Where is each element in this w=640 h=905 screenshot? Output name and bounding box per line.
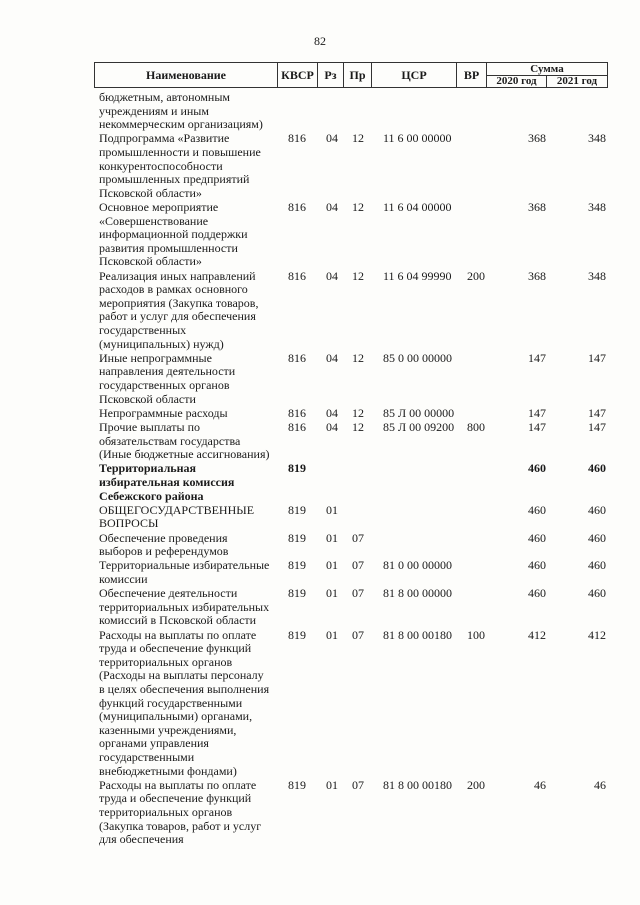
row-csr: 11 6 00 00000 xyxy=(383,131,452,146)
row-rz: 04 xyxy=(326,405,338,420)
row-sum-2020: 460 xyxy=(528,586,546,601)
row-csr: 81 8 00 00180 xyxy=(383,627,452,642)
row-csr: 85 Л 00 00000 xyxy=(383,405,455,420)
row-name: Прочие выплаты по обязательствам государства (Иные бюджетные ассигнования) xyxy=(99,420,270,462)
row-csr: 85 0 00 00000 xyxy=(383,350,452,365)
row-kvsr: 819 xyxy=(288,586,306,601)
row-rz: 04 xyxy=(326,350,338,365)
row-pr: 12 xyxy=(352,420,364,434)
row-sum-2020: 147 xyxy=(528,405,546,420)
row-vr: 100 xyxy=(467,627,485,642)
row-kvsr: 819 xyxy=(288,627,306,642)
row-sum-2020: 368 xyxy=(528,200,546,214)
row-vr: 200 xyxy=(467,777,485,792)
header-pr: Пр xyxy=(344,63,372,87)
row-rz: 04 xyxy=(326,200,338,214)
row-sum-2021: 460 xyxy=(588,586,606,601)
row-sum-2021: 348 xyxy=(588,131,606,146)
table-row xyxy=(0,629,640,779)
table-row xyxy=(0,532,640,559)
row-rz: 01 xyxy=(326,502,338,517)
row-kvsr: 819 xyxy=(288,461,306,476)
table-row xyxy=(0,132,640,200)
row-name: Территориальная избирательная комиссия Себежского района xyxy=(99,461,235,503)
table-row xyxy=(0,587,640,628)
row-sum-2020: 460 xyxy=(528,461,546,476)
row-sum-2020: 147 xyxy=(528,350,546,365)
row-rz: 01 xyxy=(326,530,338,545)
row-sum-2020: 368 xyxy=(528,268,546,283)
table-row xyxy=(0,201,640,269)
header-csr: ЦСР xyxy=(372,63,457,87)
row-name: Расходы на выплаты по оплате труда и обеспечение функций территориальных органов (Закупка товаров, работ и услуг для обеспечения xyxy=(99,777,262,847)
row-name: Непрограммные расходы xyxy=(99,405,228,420)
row-kvsr: 816 xyxy=(288,350,306,365)
row-name: Основное мероприятие «Совершенствование информационной поддержки развития промышленности Псковской области» xyxy=(99,200,248,269)
table-row xyxy=(0,270,640,352)
header-sum-group xyxy=(487,63,607,87)
row-pr: 07 xyxy=(352,627,364,642)
row-name: Иные непрограммные направления деятельности государственных органов Псковской области xyxy=(99,350,236,406)
row-vr: 200 xyxy=(467,268,485,283)
table-row xyxy=(0,504,640,531)
row-kvsr: 816 xyxy=(288,268,306,283)
row-sum-2021: 460 xyxy=(588,530,606,545)
row-sum-2021: 46 xyxy=(594,777,606,792)
table-row xyxy=(0,421,640,462)
row-kvsr: 816 xyxy=(288,405,306,420)
table-row xyxy=(0,91,640,132)
row-sum-2020: 412 xyxy=(528,627,546,642)
row-pr: 12 xyxy=(352,350,364,365)
row-csr: 81 0 00 00000 xyxy=(383,558,452,573)
row-name: Реализация иных направлений расходов в рамках основного мероприятия (Закупка товаров, работ и услуг для обеспечения государственных (муниципальных) нужд) xyxy=(99,268,259,351)
row-kvsr: 819 xyxy=(288,502,306,517)
table-header xyxy=(94,62,608,88)
row-name: бюджетным, автономным учреждениям и иным некоммерческим организациям) xyxy=(99,90,263,132)
row-sum-2020: 368 xyxy=(528,131,546,146)
row-sum-2021: 348 xyxy=(588,268,606,283)
header-year-2020: 2020 год xyxy=(487,75,547,87)
row-rz: 01 xyxy=(326,627,338,642)
table-row xyxy=(0,779,640,847)
row-pr: 12 xyxy=(352,405,364,420)
row-name: Обеспечение проведения выборов и референдумов xyxy=(99,530,229,559)
page-number: 82 xyxy=(314,34,326,48)
row-sum-2021: 460 xyxy=(588,502,606,517)
row-rz: 04 xyxy=(326,131,338,146)
row-pr: 07 xyxy=(352,586,364,601)
row-rz: 04 xyxy=(326,420,338,434)
row-rz: 01 xyxy=(326,777,338,792)
row-pr: 12 xyxy=(352,200,364,214)
row-pr: 07 xyxy=(352,558,364,573)
row-sum-2020: 147 xyxy=(528,420,546,434)
table-row xyxy=(0,559,640,586)
row-name: Подпрограмма «Развитие промышленности и повышение конкурентоспособности промышленных предприятий Псковской области» xyxy=(99,131,261,200)
row-sum-2020: 460 xyxy=(528,558,546,573)
header-year-2021: 2021 год xyxy=(556,75,598,87)
row-sum-2021: 412 xyxy=(588,627,606,642)
row-csr: 11 6 04 99990 xyxy=(383,268,452,283)
header-sum: Сумма xyxy=(487,63,607,76)
row-sum-2021: 348 xyxy=(588,200,606,214)
header-name: Наименование xyxy=(95,63,278,87)
row-csr: 81 8 00 00180 xyxy=(383,777,452,792)
row-rz: 01 xyxy=(326,558,338,573)
row-csr: 81 8 00 00000 xyxy=(383,586,452,601)
row-name: Расходы на выплаты по оплате труда и обеспечение функций территориальных органов (Расходы на выплаты персоналу в целях обеспечения выполнения функций государственными (муниципальными) органами, казенными учреждениями, органами управления государственными внебюджетными фондами) xyxy=(99,627,270,778)
header-rz: Рз xyxy=(318,63,344,87)
header-kvsr: КВСР xyxy=(278,63,318,87)
row-sum-2021: 460 xyxy=(588,461,606,476)
row-sum-2021: 147 xyxy=(588,405,606,420)
row-name: Обеспечение деятельности территориальных избирательных комиссий в Псковской области xyxy=(99,586,270,628)
table-row xyxy=(0,407,640,421)
table-row xyxy=(0,462,640,503)
row-pr: 12 xyxy=(352,268,364,283)
row-csr: 85 Л 00 09200 xyxy=(383,420,455,434)
row-kvsr: 819 xyxy=(288,530,306,545)
row-pr: 07 xyxy=(352,530,364,545)
row-sum-2020: 46 xyxy=(534,777,546,792)
header-vr: ВР xyxy=(457,63,487,87)
table-row xyxy=(0,352,640,406)
row-kvsr: 816 xyxy=(288,420,306,434)
row-csr: 11 6 04 00000 xyxy=(383,200,452,214)
row-sum-2020: 460 xyxy=(528,530,546,545)
row-sum-2021: 147 xyxy=(588,420,606,434)
row-kvsr: 816 xyxy=(288,131,306,146)
row-sum-2021: 460 xyxy=(588,558,606,573)
row-kvsr: 819 xyxy=(288,777,306,792)
row-rz: 04 xyxy=(326,268,338,283)
row-name: Территориальные избирательные комиссии xyxy=(99,558,270,586)
row-pr: 07 xyxy=(352,777,364,792)
row-rz: 01 xyxy=(326,586,338,601)
row-kvsr: 816 xyxy=(288,200,306,214)
row-sum-2021: 147 xyxy=(588,350,606,365)
row-pr: 12 xyxy=(352,131,364,146)
row-sum-2020: 460 xyxy=(528,502,546,517)
row-kvsr: 819 xyxy=(288,558,306,573)
row-vr: 800 xyxy=(467,420,485,434)
row-name: ОБЩЕГОСУДАРСТВЕННЫЕ ВОПРОСЫ xyxy=(99,502,255,531)
